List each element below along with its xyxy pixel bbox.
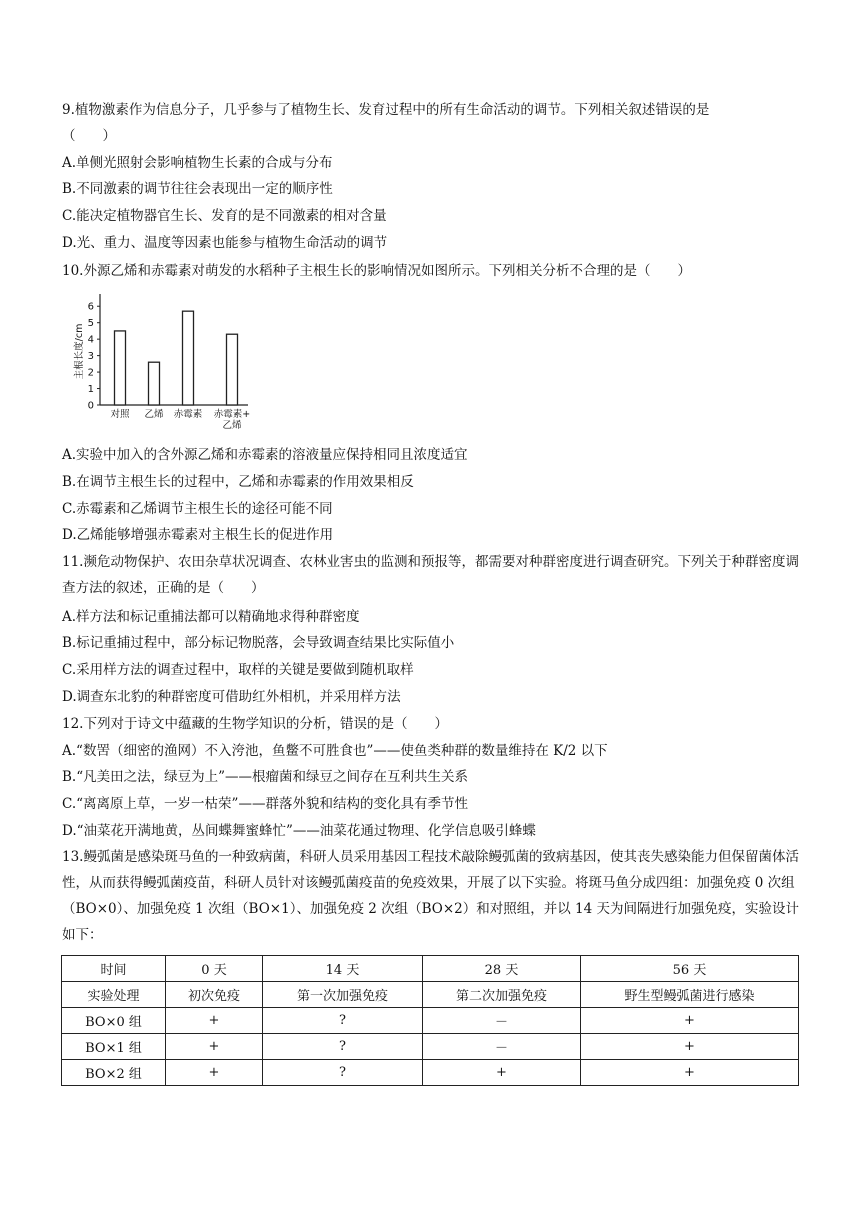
q11-stem: 11.濒危动物保护、农田杂草状况调查、农林业害虫的监测和预报等，都需要对种群密度进行调查研究。下列关于种群密度调查方法的叙述，正确的是（ ） bbox=[62, 554, 799, 596]
y-tick-label: 4 bbox=[87, 334, 94, 346]
table-row bbox=[62, 1034, 799, 1060]
table-cell: － bbox=[423, 1034, 581, 1060]
table-header-row bbox=[62, 956, 799, 982]
category-label: 赤霉素 bbox=[173, 409, 203, 420]
q9-option-d: D.光、重力、温度等因素也能参与植物生命活动的调节 bbox=[62, 235, 388, 251]
q10-stem: 10.外源乙烯和赤霉素对萌发的水稻种子主根生长的影响情况如图所示。下列相关分析不合理的是（ ） bbox=[62, 263, 691, 279]
table-cell: BO×1 组 bbox=[62, 1034, 166, 1060]
table-row bbox=[62, 1008, 799, 1034]
q13-stem: 13.鳗弧菌是感染斑马鱼的一种致病菌，科研人员采用基因工程技术敲除鳗弧菌的致病基因，使其丧失感染能力但保留菌体活性，从而获得鳗弧菌疫苗，科研人员针对该鳗弧菌疫苗的免疫效果，开展了以下实验。将斑马鱼分成四组：加强免疫 0 次组（BO×0）、加强免疫 1 次组（BO×1）、加强免疫 2 次组（BO×2）和对照组，并以 14 天为间隔进行加强免疫，实验设计如下： bbox=[62, 849, 800, 943]
table-cell: ? bbox=[263, 1060, 423, 1086]
q11-option-d: D.调查东北豹的种群密度可借助红外相机，并采用样方法 bbox=[62, 689, 401, 705]
y-tick-label: 0 bbox=[87, 400, 94, 412]
q11-option-a: A.样方法和标记重捕法都可以精确地求得种群密度 bbox=[62, 609, 360, 625]
table-cell: BO×2 组 bbox=[62, 1060, 166, 1086]
q10-option-c: C.赤霉素和乙烯调节主根生长的途径可能不同 bbox=[62, 501, 333, 517]
q12-option-a: A.“数罟（细密的渔网）不入洿池，鱼鳖不可胜食也”——使鱼类种群的数量维持在 K/2 以下 bbox=[62, 743, 608, 759]
q12-option-d: D.“油菜花开满地黄，丛间蝶舞蜜蜂忙”——油菜花通过物理、化学信息吸引蜂蝶 bbox=[62, 823, 536, 839]
table-cell: － bbox=[423, 1008, 581, 1034]
table-cell: 实验处理 bbox=[62, 982, 166, 1008]
q9-stem: 9.植物激素作为信息分子，几乎参与了植物生长、发育过程中的所有生命活动的调节。下列相关叙述错误的是 bbox=[62, 102, 710, 118]
q12-stem: 12.下列对于诗文中蕴藏的生物学知识的分析，错误的是（ ） bbox=[62, 716, 448, 732]
q11-option-b: B.标记重捕过程中，部分标记物脱落，会导致调查结果比实际值小 bbox=[62, 635, 455, 651]
bar-3 bbox=[227, 334, 238, 405]
table-cell: BO×0 组 bbox=[62, 1008, 166, 1034]
table-cell: + bbox=[166, 1034, 263, 1060]
table-header-cell: 14 天 bbox=[263, 956, 423, 982]
y-tick-label: 2 bbox=[87, 367, 94, 379]
table-header-cell: 28 天 bbox=[423, 956, 581, 982]
table-cell: + bbox=[581, 1060, 799, 1086]
table-treatment-row bbox=[62, 982, 799, 1008]
q10-option-b: B.在调节主根生长的过程中，乙烯和赤霉素的作用效果相反 bbox=[62, 474, 414, 490]
q9-option-c: C.能决定植物器官生长、发育的是不同激素的相对含量 bbox=[62, 208, 387, 224]
y-tick-label: 1 bbox=[87, 384, 94, 396]
table-cell: 野生型鳗弧菌进行感染 bbox=[581, 982, 799, 1008]
category-label: 对照 bbox=[110, 409, 130, 420]
table-cell: + bbox=[581, 1008, 799, 1034]
y-tick-label: 5 bbox=[87, 318, 94, 330]
y-axis-label: 主根长度/cm bbox=[74, 323, 85, 380]
table-header-cell: 0 天 bbox=[166, 956, 263, 982]
q12-option-c: C.“离离原上草，一岁一枯荣”——群落外貌和结构的变化具有季节性 bbox=[62, 796, 468, 812]
q9-option-b: B.不同激素的调节往往会表现出一定的顺序性 bbox=[62, 181, 333, 197]
bar-0 bbox=[115, 331, 126, 405]
q9-bracket: （ ） bbox=[62, 128, 116, 144]
table-cell: ? bbox=[263, 1034, 423, 1060]
y-tick-label: 3 bbox=[87, 351, 94, 363]
table-cell: ? bbox=[263, 1008, 423, 1034]
q9-option-a: A.单侧光照射会影响植物生长素的合成与分布 bbox=[62, 155, 333, 171]
table-header-cell: 56 天 bbox=[581, 956, 799, 982]
table-cell: 第二次加强免疫 bbox=[423, 982, 581, 1008]
category-label: 赤霉素+ bbox=[213, 409, 251, 420]
bar-chart bbox=[70, 288, 260, 432]
table-cell: 初次免疫 bbox=[166, 982, 263, 1008]
y-tick-label: 6 bbox=[87, 301, 94, 313]
bar-2 bbox=[183, 311, 194, 405]
category-label: 乙烯 bbox=[144, 409, 164, 420]
table-header-cell: 时间 bbox=[62, 956, 166, 982]
table-cell: + bbox=[166, 1060, 263, 1086]
q11-option-c: C.采用样方法的调查过程中，取样的关键是要做到随机取样 bbox=[62, 662, 414, 678]
table-cell: + bbox=[166, 1008, 263, 1034]
table-cell: + bbox=[581, 1034, 799, 1060]
table-cell: + bbox=[423, 1060, 581, 1086]
q10-option-a: A.实验中加入的含外源乙烯和赤霉素的溶液量应保持相同且浓度适宜 bbox=[62, 447, 468, 463]
q10-option-d: D.乙烯能够增强赤霉素对主根生长的促进作用 bbox=[62, 527, 334, 543]
table-cell: 第一次加强免疫 bbox=[263, 982, 423, 1008]
q12-option-b: B.“凡美田之法，绿豆为上”——根瘤菌和绿豆之间存在互利共生关系 bbox=[62, 769, 469, 785]
bar-1 bbox=[149, 362, 160, 405]
experiment-table bbox=[61, 955, 799, 1086]
category-label: 乙烯 bbox=[222, 420, 242, 431]
table-row bbox=[62, 1060, 799, 1086]
